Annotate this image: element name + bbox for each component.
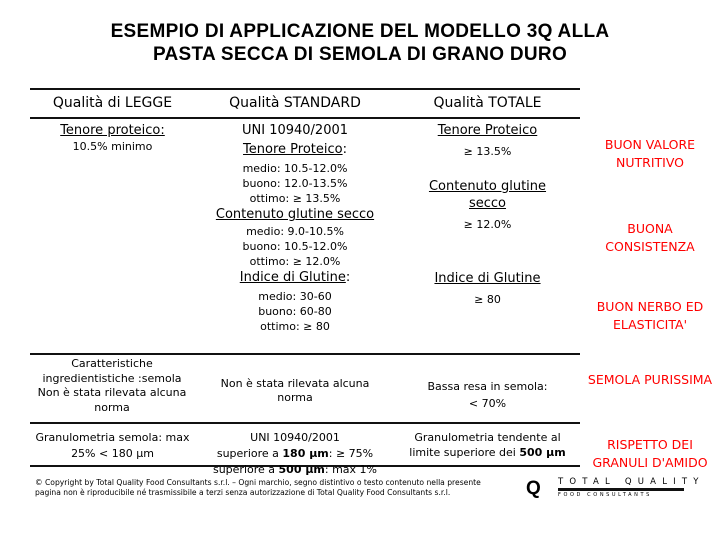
standard-indice-ottimo: ottimo: ≥ 80 <box>260 320 330 333</box>
result-buona-consistenza: BUONA CONSISTENZA <box>605 221 695 254</box>
company-logo <box>522 474 705 502</box>
standard-gran-line1-prefix: superiore a <box>216 447 283 460</box>
page-title <box>0 20 720 66</box>
standard-gran-line1-size: 180 µm <box>282 447 329 460</box>
standard-tenore-heading <box>200 141 390 158</box>
standard-glutine-ottimo: ottimo: ≥ 12.0% <box>249 255 341 268</box>
totale-tenore-label: Tenore Proteico <box>437 123 538 138</box>
standard-glutine-buono: buono: 10.5-12.0% <box>242 240 348 253</box>
totale-indice-cell <box>395 270 580 307</box>
row-divider-1 <box>30 353 580 355</box>
standard-gran-norm: UNI 10940/2001 <box>250 431 340 444</box>
standard-gran-line1-value: : ≥ 75% <box>328 447 374 460</box>
logo-bar <box>558 488 684 491</box>
totale-indice-label: Indice di Glutine <box>434 271 541 286</box>
standard-tenore-buono: buono: 12.0-13.5% <box>242 177 348 190</box>
totale-caratteristiche-line2: < 70% <box>468 397 507 410</box>
totale-caratteristiche <box>395 378 580 412</box>
standard-indice-label: Indice di Glutine <box>239 270 346 285</box>
totale-tenore-value: ≥ 13.5% <box>463 145 512 158</box>
standard-gran-line2-size: 500 µm <box>278 463 325 476</box>
standard-tenore-label: Tenore Proteico <box>243 142 343 157</box>
header-totale: Qualità TOTALE <box>433 95 542 111</box>
copyright-notice: © Copyright by Total Quality Food Consultants s.r.l. – Ogni marchio, segno distintivo o testo contenuto nella presente pagina non è riproducibile né trasmissibile a terzi senza autorizzazione di Total Quality Food Consultants s.r.l. <box>35 478 481 497</box>
standard-requirements-cell <box>200 122 390 334</box>
standard-indice-buono: buono: 60-80 <box>258 305 332 318</box>
title-line-2: PASTA SECCA DI SEMOLA DI GRANO DURO <box>152 44 568 65</box>
standard-indice-medio: medio: 30-60 <box>258 290 332 303</box>
totale-tenore-cell <box>395 122 580 159</box>
result-rispetto-granuli: RISPETTO DEI GRANULI D'AMIDO <box>592 437 708 470</box>
legge-tenore-label: Tenore proteico: <box>60 123 165 138</box>
table-top-rule <box>30 88 580 90</box>
totale-glutine-secco-value: ≥ 12.0% <box>463 218 512 231</box>
legge-caratteristiche: Caratteristiche ingredientistiche :semola Non è stata rilevata alcuna norma <box>37 357 187 414</box>
standard-glutine-medio: medio: 9.0-10.5% <box>246 225 344 238</box>
header-bottom-rule <box>30 117 580 119</box>
row-divider-2 <box>30 422 580 424</box>
result-buon-valore-nutritivo: BUON VALORE NUTRITIVO <box>604 137 696 170</box>
totale-granulometria-size: 500 µm <box>519 446 566 459</box>
standard-gran-line2 <box>200 462 390 478</box>
standard-gran-line2-value: : max 1% <box>324 463 378 476</box>
result-semola-purissima: SEMOLA PURISSIMA <box>587 372 713 387</box>
standard-indice-heading <box>200 269 390 286</box>
header-legge: Qualità di LEGGE <box>52 95 173 111</box>
standard-gran-line2-prefix: superiore a <box>212 463 279 476</box>
standard-glutine-secco-label: Contenuto glutine secco <box>215 207 375 222</box>
legge-tenore-cell <box>30 122 195 154</box>
header-standard: Qualità STANDARD <box>229 95 361 111</box>
logo-top-text: TOTAL QUALITY <box>558 477 705 487</box>
totale-glutine-secco-label: Contenuto glutine secco <box>428 179 547 211</box>
totale-granulometria <box>405 430 570 460</box>
standard-tenore-colon: : <box>342 142 347 157</box>
legge-granulometria: Granulometria semola: max 25% < 180 µm <box>35 431 190 460</box>
legge-tenore-value: 10.5% minimo <box>72 140 153 153</box>
standard-tenore-medio: medio: 10.5-12.0% <box>242 162 348 175</box>
standard-granulometria <box>200 430 390 478</box>
logo-q-mark: Q <box>526 478 541 499</box>
totale-caratteristiche-line1: Bassa resa in semola: <box>427 380 548 393</box>
standard-caratteristiche: Non è stata rilevata alcuna norma <box>220 377 370 404</box>
standard-tenore-ottimo: ottimo: ≥ 13.5% <box>249 192 341 205</box>
standard-norm: UNI 10940/2001 <box>241 123 349 138</box>
totale-indice-value: ≥ 80 <box>474 293 501 306</box>
standard-indice-colon: : <box>345 270 351 285</box>
result-buon-nerbo: BUON NERBO ED ELASTICITA' <box>596 299 704 332</box>
standard-gran-line1 <box>200 446 390 462</box>
totale-glutine-cell <box>415 178 560 232</box>
totale-granulometria-text: Granulometria tendente al limite superiore dei <box>409 431 561 459</box>
title-line-1: ESEMPIO DI APPLICAZIONE DEL MODELLO 3Q ALLA <box>110 21 610 42</box>
logo-bottom-text: FOOD CONSULTANTS <box>558 492 652 498</box>
